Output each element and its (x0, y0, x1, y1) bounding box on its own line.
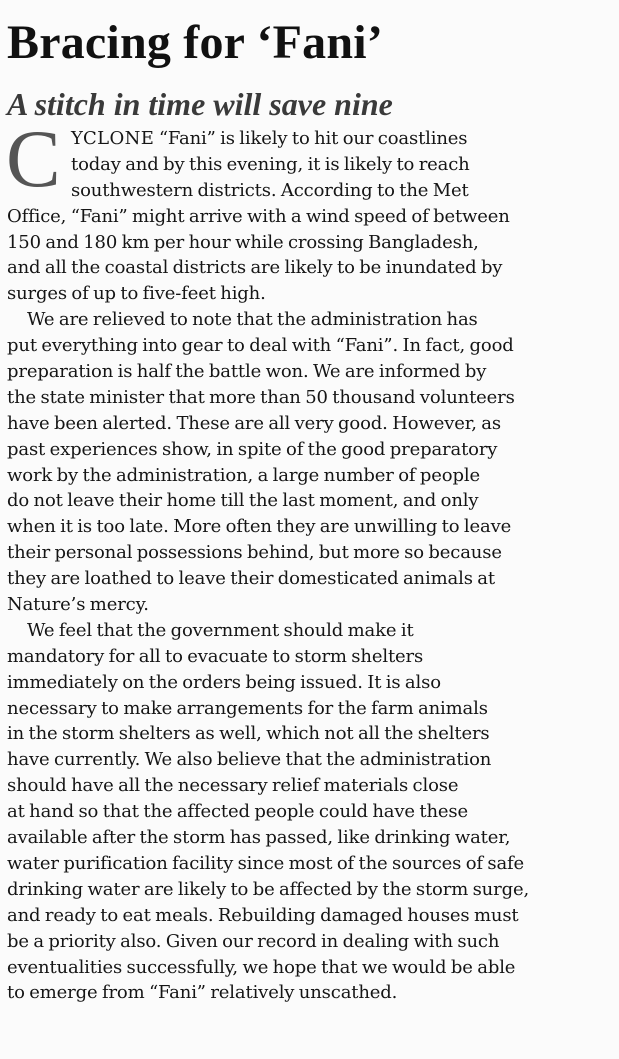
paragraph-line: 150 and 180 km per hour while crossing Bangladesh, (7, 231, 479, 253)
paragraph-2 (7, 307, 609, 618)
headline: Bracing for ‘Fani’ (7, 16, 383, 69)
paragraph-line: We feel that the government should make it (27, 619, 414, 641)
paragraph-1-line-1 (7, 126, 609, 152)
paragraph-line: today and by this evening, it is likely to reach (71, 153, 470, 175)
paragraph-line: put everything into gear to deal with “Fani”. In fact, good (7, 335, 514, 357)
paragraph-line: Office, “Fani” might arrive with a wind speed of between (7, 205, 510, 227)
paragraph-line: at hand so that the affected people could have these (7, 801, 468, 823)
paragraph-line: have been alerted. These are all very good. However, as (7, 412, 501, 434)
paragraph-line: in the storm shelters as well, which not all the shelters (7, 723, 490, 745)
paragraph-line: water purification facility since most of the sources of safe (7, 852, 525, 874)
paragraph-line: have currently. We also believe that the administration (7, 749, 492, 771)
paragraph-line: southwestern districts. According to the Met (71, 179, 469, 201)
paragraph-line: to emerge from “Fani” relatively unscathed. (7, 982, 398, 1004)
article-body (6, 113, 609, 1006)
first-word-caps: YCLONE (71, 128, 155, 149)
line-text: “Fani” is likely to hit our coastlines (154, 128, 468, 149)
paragraph-line: the state minister that more than 50 thousand volunteers (7, 386, 515, 408)
paragraph-line: past experiences show, in spite of the good preparatory (7, 438, 498, 460)
paragraph-1 (6, 113, 609, 307)
paragraph-line: drinking water are likely to be affected by the storm surge, (7, 878, 530, 900)
paragraph-line: they are loathed to leave their domesticated animals at (7, 568, 495, 590)
paragraph-line: We are relieved to note that the administration has (27, 309, 478, 331)
paragraph-line: immediately on the orders being issued. It is also (7, 671, 441, 693)
paragraph-line: eventualities successfully, we hope that we would be able (7, 956, 516, 978)
paragraph-line: and all the coastal districts are likely to be inundated by (7, 257, 503, 279)
paragraph-line: do not leave their home till the last moment, and only (7, 490, 479, 512)
paragraph-line: and ready to eat meals. Rebuilding damaged houses must (7, 904, 519, 926)
paragraph-line: be a priority also. Given our record in dealing with such (7, 930, 500, 952)
paragraph-line: work by the administration, a large number of people (7, 464, 480, 486)
paragraph-3 (7, 618, 609, 1006)
paragraph-line: their personal possessions behind, but more so because (7, 542, 502, 564)
paragraph-line: when it is too late. More often they are unwilling to leave (7, 516, 512, 538)
subhead: A stitch in time will save nine (7, 86, 393, 122)
paragraph-line: preparation is half the battle won. We are informed by (7, 361, 487, 383)
paragraph-line: Nature’s mercy. (7, 594, 149, 616)
paragraph-line: available after the storm has passed, like drinking water, (7, 827, 511, 849)
drop-cap: C (6, 113, 61, 204)
paragraph-line: mandatory for all to evacuate to storm shelters (7, 645, 424, 667)
paragraph-line: surges of up to five-feet high. (7, 283, 266, 305)
paragraph-line: necessary to make arrangements for the farm animals (7, 697, 488, 719)
paragraph-line: should have all the necessary relief materials close (7, 775, 459, 797)
